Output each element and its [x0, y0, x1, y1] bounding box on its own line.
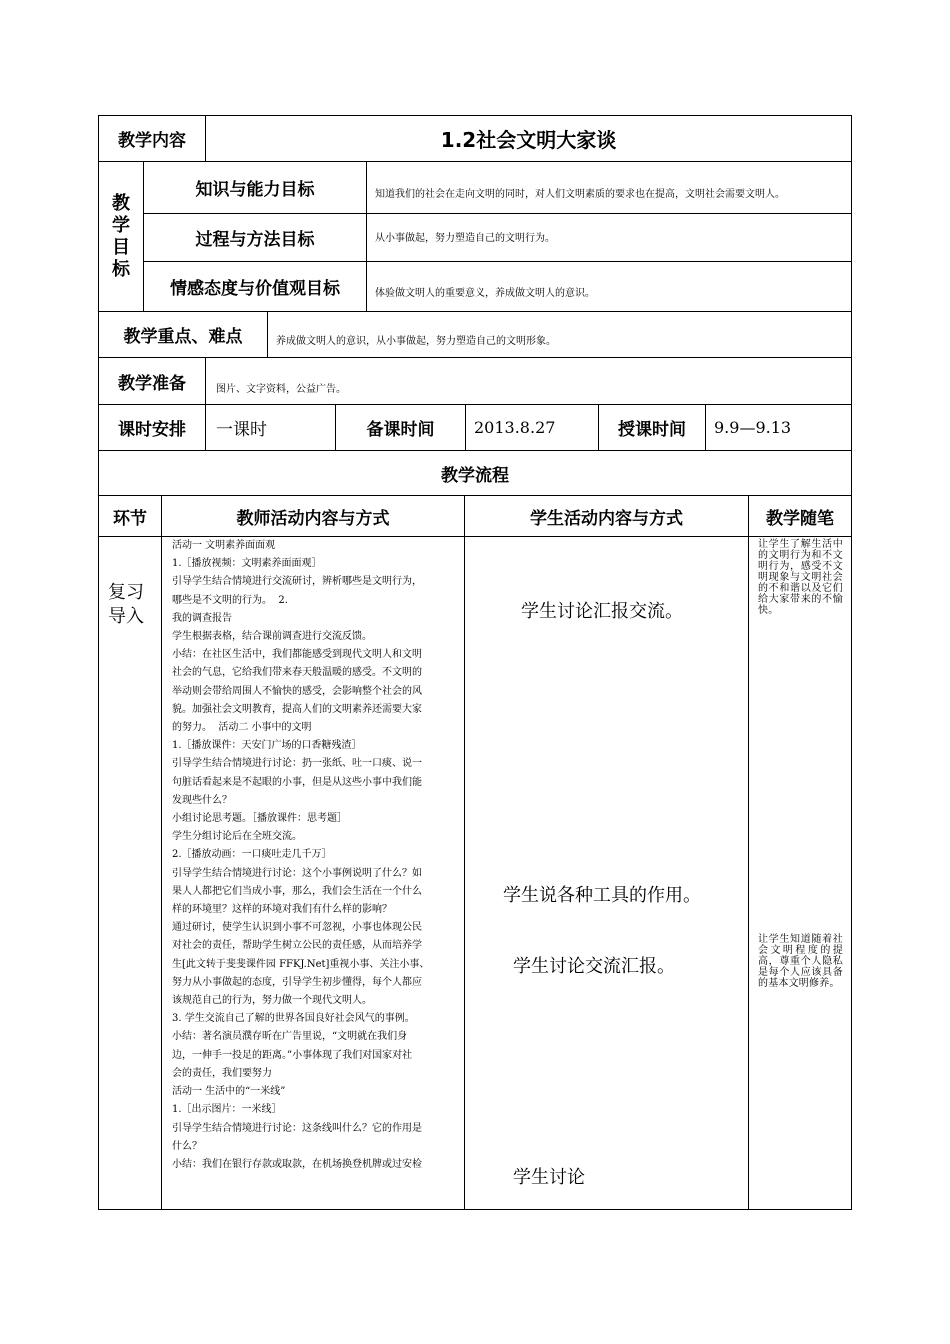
objectives-char: 目 — [112, 236, 130, 258]
teacher-line: 会的责任，我们要努力 — [172, 1067, 272, 1079]
objective-row-knowledge — [144, 162, 851, 214]
teacher-line: 果人人都把它们当成小事，那么，我们会生活在一个什么 — [172, 885, 422, 897]
objective-text: 体验做文明人的重要意义，养成做文明人的意识。 — [366, 261, 851, 312]
teacher-line: 貌。加强社会文明教育，提高人们的文明素养还需要大家 — [172, 703, 422, 715]
teacher-line: 小组讨论思考题。［播放课件：思考题］ — [172, 813, 347, 825]
objective-label: 过程与方法目标 — [195, 229, 315, 250]
teacher-line: 样的环境里？这样的环境对我们有什么样的影响？ — [172, 904, 392, 916]
student-item: 学生讨论交流汇报。 — [513, 956, 675, 977]
teacher-line: 哪些是不文明的行为。 2. — [172, 594, 288, 606]
col-header-notes: 教学随笔 — [748, 496, 851, 536]
teacher-line: 1.［出示图片：一米线］ — [172, 1104, 282, 1116]
teacher-line: 3. 学生交流自己了解的世界各国良好社会风气的事例。 — [172, 1013, 415, 1025]
objectives-char: 标 — [112, 258, 130, 280]
teacher-line: 小结：著名演员濮存昕在广告里说，“文明就在我们身 — [172, 1031, 408, 1043]
teacher-line: 句脏话看起来是不起眼的小事，但是从这些小事中我们能 — [172, 776, 422, 788]
content-label: 教学内容 — [118, 131, 186, 151]
objectives-group-label — [99, 162, 143, 311]
period-label: 课时安排 — [118, 420, 186, 440]
preparation-label: 教学准备 — [118, 373, 186, 394]
objectives-rows — [143, 162, 851, 311]
stage-cell — [99, 537, 161, 1209]
stage-line: 复习 — [108, 582, 144, 603]
stage-line: 导入 — [108, 606, 144, 627]
flow-title-row — [98, 450, 852, 495]
teacher-line: 社会的气息，它给我们带来春天般温暖的感受。不文明的 — [172, 667, 422, 679]
teacher-line: 通过研讨，使学生认识到小事不可忽视，小事也体现公民 — [172, 922, 422, 934]
flow-header-row — [98, 495, 852, 536]
teacher-line: 活动一 文明素养面面观 — [172, 540, 276, 551]
preparation-text: 图片、文字资料，公益广告。 — [205, 358, 851, 404]
teacher-activity-text — [172, 537, 460, 1174]
teacher-line: 活动一 生活中的“一米线” — [172, 1086, 286, 1098]
teacher-line: 什么？ — [172, 1140, 202, 1152]
objective-text: 知道我们的社会在走向文明的同时，对人们文明素质的要求也在提高，文明社会需要文明人。 — [366, 162, 851, 213]
teacher-line: 学生根据表格，结合课前调查进行交流反馈。 — [172, 631, 372, 643]
teacher-line: 1.［播放视频：文明素养面面观］ — [172, 558, 322, 570]
col-header-teacher: 教师活动内容与方式 — [161, 496, 464, 536]
col-header-student: 学生活动内容与方式 — [464, 496, 748, 536]
teacher-line: 2.［播放动画：一口痰吐走几千万］ — [172, 849, 332, 861]
objective-text: 从小事做起，努力塑造自己的文明行为。 — [366, 213, 851, 261]
flow-body-row — [98, 536, 852, 1210]
teacher-line: 生[此文转于斐斐课件园 FFKJ.Net]重视小事、关注小事、 — [172, 958, 430, 970]
teacher-line: 1.［播放课件：天安门广场的口香糖残渣］ — [172, 740, 362, 752]
lesson-title: 1.2社会文明大家谈 — [205, 116, 851, 161]
teacher-line: 学生分组讨论后在全班交流。 — [172, 831, 302, 843]
teacher-line: 引导学生结合情境进行讨论：这条线叫什么？它的作用是 — [172, 1122, 422, 1134]
note-text: 让学生了解生活中的文明行为和不文明行为，感受不文明现象与文明社会的不和谐以及它们给大家带来的不愉快。 — [758, 539, 843, 616]
teach-time-label: 授课时间 — [598, 405, 705, 450]
notes-cell — [748, 537, 851, 1209]
student-item: 学生说各种工具的作用。 — [503, 885, 701, 906]
teacher-line: 举动则会带给周围人不愉快的感受，会影响整个社会的风 — [172, 685, 422, 697]
teach-time-value: 9.9—9.13 — [705, 405, 851, 450]
period-value: 一课时 — [205, 405, 335, 450]
teacher-line: 小结：在社区生活中，我们都能感受到现代文明人和文明 — [172, 649, 422, 661]
student-item: 学生讨论汇报交流。 — [521, 601, 683, 622]
student-item: 学生讨论 — [513, 1167, 585, 1188]
objective-label: 知识与能力目标 — [195, 180, 315, 200]
objectives-group — [98, 161, 852, 311]
teacher-line: 引导学生结合情境进行交流研讨，辨析哪些是文明行为， — [172, 576, 422, 588]
objective-row-process — [144, 213, 851, 262]
prep-time-value: 2013.8.27 — [465, 405, 598, 450]
key-points-text: 养成做文明人的意识，从小事做起，努力塑造自己的文明形象。 — [267, 312, 851, 357]
objective-row-attitude — [144, 261, 851, 312]
preparation-row — [98, 357, 852, 404]
lesson-content-row — [98, 115, 852, 161]
note-text: 让学生知道随着社会文明程度的提高，尊重个人隐私是每个人应该具备的基本文明修养。 — [758, 934, 843, 989]
teacher-line: 我的调查报告 — [172, 612, 232, 624]
objectives-char: 教 — [112, 192, 130, 214]
teacher-line: 该规范自己的行为，努力做一个现代文明人。 — [172, 995, 372, 1007]
objectives-char: 学 — [112, 214, 130, 236]
objective-label: 情感态度与价值观目标 — [170, 279, 340, 299]
teacher-line: 发现些什么？ — [172, 794, 232, 806]
teacher-line: 的努力。 活动二 小事中的文明 — [172, 722, 312, 734]
student-activity-cell — [464, 537, 748, 1209]
col-header-stage: 环节 — [113, 508, 147, 529]
teacher-line: 努力从小事做起的态度，引导学生初步懂得，每个人都应 — [172, 976, 422, 988]
flow-title: 教学流程 — [441, 465, 509, 486]
teacher-line: 引导学生结合情境进行讨论：这个小事例说明了什么？如 — [172, 867, 422, 879]
schedule-row — [98, 404, 852, 450]
key-points-row — [98, 311, 852, 357]
prep-time-label: 备课时间 — [335, 405, 465, 450]
teacher-line: 对社会的责任，帮助学生树立公民的责任感，从而培养学 — [172, 940, 422, 952]
key-points-label: 教学重点、难点 — [123, 327, 243, 347]
teacher-line: 小结：我们在银行存款或取款，在机场换登机牌或过安检 — [172, 1158, 422, 1170]
teacher-line: 引导学生结合情境进行讨论：扔一张纸、吐一口痰、说一 — [172, 758, 422, 770]
teacher-line: 边，一伸手一投足的距离。”小事体现了我们对国家对社 — [172, 1049, 413, 1061]
teacher-activity-cell — [161, 537, 464, 1209]
